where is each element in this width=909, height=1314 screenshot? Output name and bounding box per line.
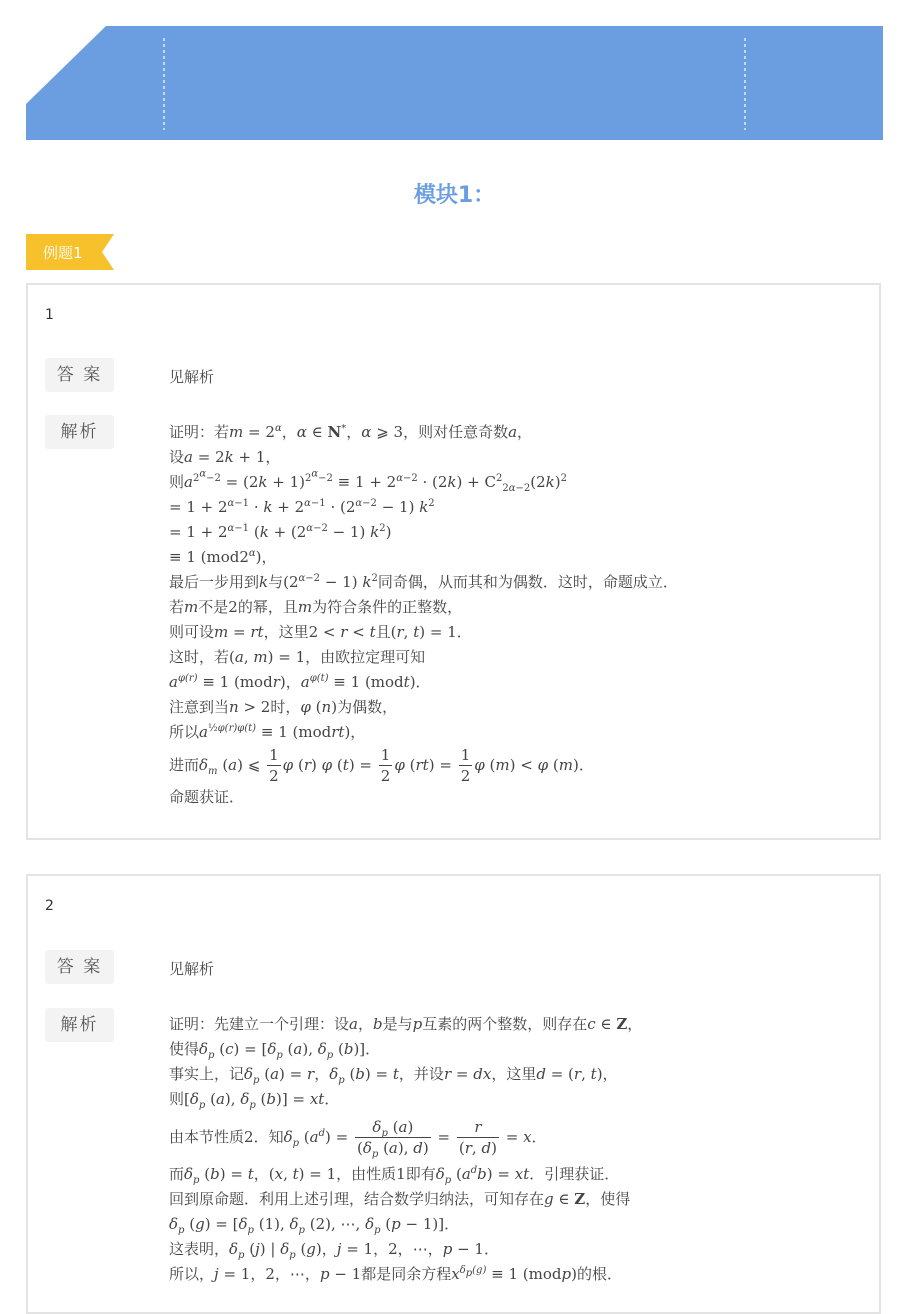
analysis-line: 若m不是2的幂，且m为符合条件的正整数，	[169, 598, 463, 616]
analysis-line: 而$\delta_p$ (b) = t，(x, t) = 1，由性质1即有$\delta_p$ $(a^db)$ = xt．引理获证．	[169, 1165, 620, 1186]
module-title: 模块1：	[413, 183, 496, 208]
answer-text: 见解析	[169, 960, 215, 978]
answer-label: 答 案	[45, 358, 114, 392]
question-card-1	[26, 283, 881, 840]
answer-label: 答 案	[45, 950, 114, 984]
analysis-line: $a^{\varphi(r)} \equiv 1$ (modr)，$a^{\varphi(t)} \equiv 1$ (modt)．	[169, 673, 431, 691]
analysis-line: 这时，若(a, m) = 1，由欧拉定理可知	[169, 648, 426, 666]
analysis-body	[169, 420, 859, 810]
example-tag	[26, 234, 116, 270]
analysis-line: 设a = 2k + 1，	[169, 448, 281, 466]
analysis-line: ≡ 1 $(mod2^\alpha)$，	[169, 548, 277, 566]
analysis-line: 命题获证．	[169, 788, 245, 806]
example-tag-label: 例题1	[43, 244, 83, 262]
analysis-line: 所以$a^{\frac{1}{2}\varphi(r)\varphi(t)} \equiv 1$ (modrt)，	[169, 723, 366, 741]
analysis-line: = $1 + 2^{\alpha-1} \cdot k + 2^{\alpha-1} \cdot (2^{\alpha-2} - 1)$ $k^2$	[169, 498, 435, 516]
question-number: 2	[45, 898, 54, 914]
analysis-line: 最后一步用到k与$(2^{\alpha-2} - 1)$ $k^2$同奇偶，从而其和为偶数．这时，命题成立．	[169, 573, 678, 591]
analysis-line: 注意到当n > 2时，φ (n)为偶数，	[169, 698, 398, 716]
header-banner	[26, 26, 883, 140]
analysis-line: 进而$\delta_m$ (a) ⩽ $\frac{1}{2}$ φ (r) φ (t) = $\frac{1}{2}$ φ (rt) = $\frac{1}{2}$ φ (m) < φ (m)．	[169, 746, 594, 785]
analysis-line: 所以，j = 1，2，⋯，p − 1都是同余方程$x^{\delta_p(g)} \equiv 1$ (modp)的根．	[169, 1265, 622, 1283]
answer-text: 见解析	[169, 368, 215, 386]
analysis-line: 回到原命题．利用上述引理，结合数学归纳法，可知存在g ∈ Z，使得	[169, 1190, 631, 1208]
analysis-line: 由本节性质2．知$\delta_p$ $(a^d)$ = $\frac{\delta_p (a)}{(\delta_p (a), d)}$ = $\frac{r}{(r, d)}$ = x．	[169, 1118, 547, 1160]
analysis-label: 解析	[45, 1008, 114, 1042]
analysis-line: 则$a^{2^\alpha-2} = (2k + 1)^{2^\alpha-2} \equiv 1 + 2^{\alpha-2} \cdot (2k) + C^2_{2\alpha-2}(2k)^2$	[169, 468, 567, 494]
analysis-line: 则[$\delta_p$ (a), $\delta_p$ (b)] = xt．	[169, 1090, 340, 1111]
analysis-line: 证明：先建立一个引理：设a，b是与p互素的两个整数，则存在c ∈ Z，	[169, 1015, 643, 1033]
analysis-body	[169, 1012, 859, 1287]
analysis-line: $\delta_p$ $(g) = [\delta_p$ (1), $\delta_p$ (2), ⋯, $\delta_p$ (p − 1)]．	[169, 1215, 460, 1236]
analysis-line: 证明：若$m = 2^\alpha$，α ∈ N*，α ⩾ 3，则对任意奇数a，	[169, 423, 533, 441]
question-card-2	[26, 874, 881, 1314]
analysis-line: 这表明，$\delta_p$ (j) | $\delta_p$ (g)，j = 1，2，⋯，p − 1．	[169, 1240, 499, 1261]
analysis-line: 事实上，记$\delta_p$ (a) = r，$\delta_p$ (b) = t，并设r = dx，这里d = (r, t)，	[169, 1065, 618, 1086]
question-number: 1	[45, 307, 54, 323]
analysis-line: 则可设m = rt，这里2 < r < t且(r, t) = 1．	[169, 623, 472, 641]
banner-shape	[26, 26, 883, 140]
analysis-line: 使得$\delta_p$ $(c) = [\delta_p$ (a), $\delta_p$ (b)]．	[169, 1040, 381, 1061]
analysis-line: = $1 + 2^{\alpha-1}$ ($k + (2^{\alpha-2} - 1)$ $k^2$)	[169, 523, 392, 541]
analysis-label: 解析	[45, 415, 114, 449]
